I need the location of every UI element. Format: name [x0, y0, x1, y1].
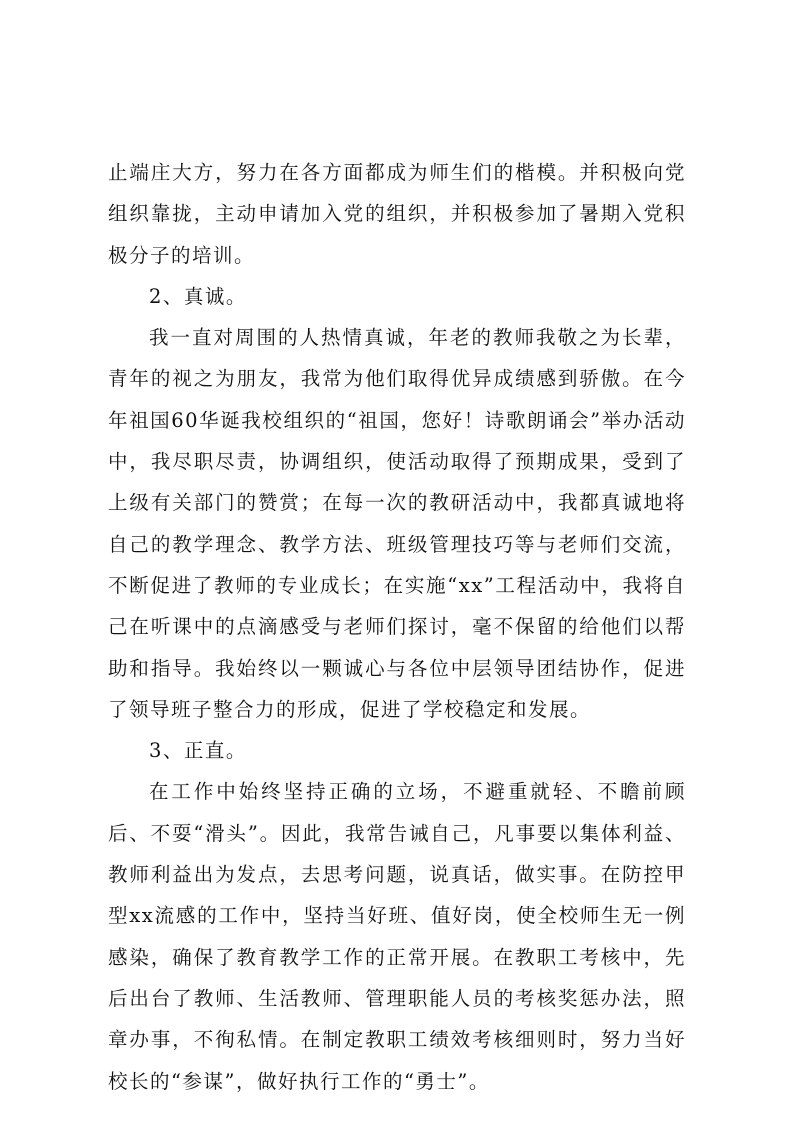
paragraph-integrity: 在工作中始终坚持正确的立场，不避重就轻、不瞻前顾后、不耍“滑头”。因此，我常告诫自己，凡事要以集体利益、教师利益出为发点，去思考问题，说真话，做实事。在防控甲型xx流感的工作中，坚持当好班、值好岗，使全校师生无一例感染，确保了教育教学工作的正常开展。在教职工考核中，先后出台了教师、生活教师、管理职能人员的考核奖惩办法，照章办事，不徇私情。在制定教职工绩效考核细则时，努力当好校长的“参谋”，做好执行工作的“勇士”。	[108, 780, 686, 1093]
section-heading-sincerity: 2、真诚。	[149, 284, 247, 308]
paragraph-sincerity: 我一直对周围的人热情真诚，年老的教师我敬之为长辈，青年的视之为朋友，我常为他们取得优异成绩感到骄傲。在今年祖国60华诞我校组织的“祖国，您好！诗歌朗诵会”举办活动中，我尽职尽责，协调组织，使活动取得了预期成果，受到了上级有关部门的赞赏；在每一次的教研活动中，我都真诚地将自己的教学理念、教学方法、班级管理技巧等与老师们交流，不断促进了教师的专业成长；在实施“xx”工程活动中，我将自己在听课中的点滴感受与老师们探讨，毫不保留的给他们以帮助和指导。我始终以一颗诚心与各位中层领导团结协作，促进了领导班子整合力的形成，促进了学校稳定和发展。	[108, 326, 686, 721]
section-heading-integrity: 3、正直。	[149, 739, 247, 763]
paragraph-continuation: 止端庄大方，努力在各方面都成为师生们的楷模。并积极向党组织靠拢，主动申请加入党的组织，并积极参加了暑期入党积极分子的培训。	[108, 161, 686, 267]
document-body	[108, 152, 686, 1102]
